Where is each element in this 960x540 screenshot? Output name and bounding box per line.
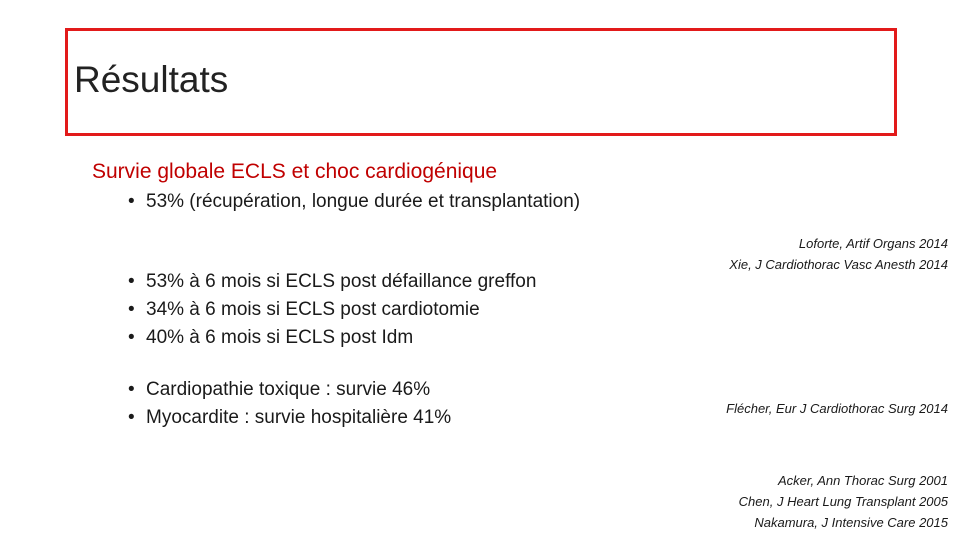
bullet-item: • 34% à 6 mois si ECLS post cardiotomie bbox=[128, 296, 536, 324]
bullet-item: • Myocardite : survie hospitalière 41% bbox=[128, 404, 451, 432]
reference-citation: Acker, Ann Thorac Surg 2001 bbox=[777, 473, 948, 488]
reference-group-additional bbox=[739, 470, 948, 533]
reference-citation: Xie, J Cardiothorac Vasc Anesth 2014 bbox=[729, 257, 948, 272]
reference-group-etiology bbox=[726, 398, 948, 419]
bullet-group-six-month bbox=[128, 268, 536, 352]
section-subtitle: Survie globale ECLS et choc cardiogénique bbox=[92, 160, 498, 183]
reference-citation: Loforte, Artif Organs 2014 bbox=[798, 236, 948, 251]
reference-citation: Flécher, Eur J Cardiothorac Surg 2014 bbox=[726, 401, 948, 416]
bullet-group-overall bbox=[128, 188, 580, 216]
bullet-group-etiology bbox=[128, 376, 451, 432]
reference-citation: Chen, J Heart Lung Transplant 2005 bbox=[738, 494, 948, 509]
slide-title: Résultats bbox=[74, 59, 229, 100]
bullet-item: • 53% (récupération, longue durée et transplantation) bbox=[128, 188, 580, 216]
bullet-item: • 53% à 6 mois si ECLS post défaillance greffon bbox=[128, 268, 536, 296]
reference-citation: Nakamura, J Intensive Care 2015 bbox=[754, 515, 948, 530]
bullet-item: • Cardiopathie toxique : survie 46% bbox=[128, 376, 451, 404]
bullet-item: • 40% à 6 mois si ECLS post Idm bbox=[128, 324, 536, 352]
reference-group-six-month bbox=[729, 233, 948, 275]
